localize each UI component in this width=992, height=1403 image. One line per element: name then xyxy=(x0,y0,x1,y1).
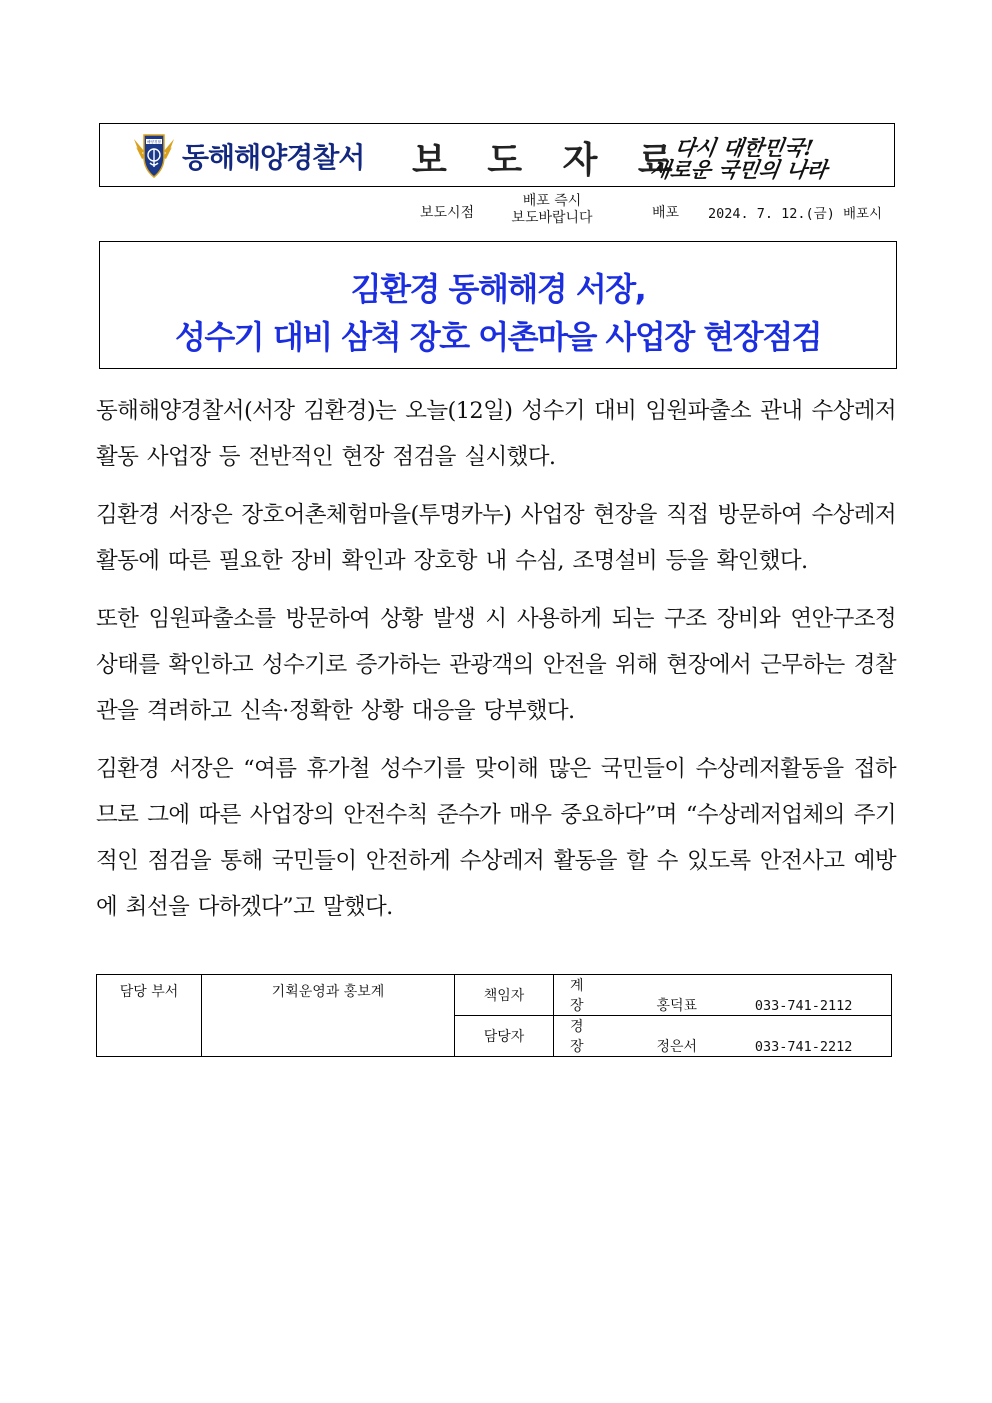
distribution-date: 2024. 7. 12.(금) 배포시 xyxy=(708,206,883,222)
paragraph-2: 김환경 서장은 장호어촌체험마을(투명카누) 사업장 현장을 직접 방문하여 수상레저활동에 따른 필요한 장비 확인과 장호항 내 수심, 조명설비 등을 확인했다. xyxy=(96,502,896,574)
dept-label: 담당 부서 xyxy=(97,975,202,1057)
contact-name: 홍덕표 xyxy=(656,998,698,1014)
headline-line-2: 성수기 대비 삼척 장호 어촌마을 사업장 현장점검 xyxy=(174,318,822,356)
contact-rank: 경 장 xyxy=(570,1019,602,1055)
table-row xyxy=(97,975,892,1016)
dept-name: 기획운영과 홍보계 xyxy=(202,975,455,1057)
header-box xyxy=(99,123,895,187)
headline-line-1: 김환경 동해해경 서장, xyxy=(350,270,646,308)
embargo-note xyxy=(504,193,600,227)
contact-name: 정은서 xyxy=(656,1039,698,1055)
paragraph-1: 동해해양경찰서(서장 김환경)는 오늘(12일) 성수기 대비 임원파출소 관내 수상레저활동 사업장 등 전반적인 현장 점검을 실시했다. xyxy=(96,398,896,470)
contact-role: 담당자 xyxy=(455,1016,554,1057)
contact-phone: 033-741-2212 xyxy=(754,1039,853,1055)
slogan xyxy=(644,130,887,182)
contact-detail xyxy=(554,1016,892,1057)
headline-box xyxy=(99,241,897,369)
release-info xyxy=(0,193,992,229)
doc-type-title: 보 도 자 료 xyxy=(412,140,687,181)
slogan-line-2: 새로운 국민의 나라 xyxy=(648,157,829,182)
distribution-label: 배포 xyxy=(652,205,680,221)
contact-phone: 033-741-2112 xyxy=(754,998,853,1014)
contact-table xyxy=(96,974,892,1057)
embargo-line-2: 보도바랍니다 xyxy=(511,210,593,226)
emblem-text: 해양경찰 xyxy=(147,140,161,144)
contact-rank: 계 장 xyxy=(570,978,602,1014)
coast-guard-emblem-icon xyxy=(132,131,176,181)
slogan-line-1: 다시 대한민국! xyxy=(673,135,816,160)
paragraph-3: 또한 임원파출소를 방문하여 상황 발생 시 사용하게 되는 구조 장비와 연안구조정 상태를 확인하고 성수기로 증가하는 관광객의 안전을 위해 현장에서 근무하는 경찰관을 격려하고 신속·정확한 상황 대응을 당부했다. xyxy=(96,606,896,724)
embargo-line-1: 배포 즉시 xyxy=(522,193,582,209)
paragraph-4: 김환경 서장은 “여름 휴가철 성수기를 맞이해 많은 국민들이 수상레저활동을 접하므로 그에 따른 사업장의 안전수칙 준수가 매우 중요하다”며 “수상레저업체의 주기적인 점검을 통해 국민들이 안전하게 수상레저 활동을 할 수 있도록 안전사고 예방에 최선을 다하겠다”고 말했다. xyxy=(96,756,896,920)
article-body xyxy=(96,388,896,942)
org-name: 동해해양경찰서 xyxy=(182,141,365,174)
org-logo xyxy=(132,130,364,182)
release-time-label: 보도시점 xyxy=(420,205,475,221)
contact-detail xyxy=(554,975,892,1016)
contact-role: 책임자 xyxy=(455,975,554,1016)
